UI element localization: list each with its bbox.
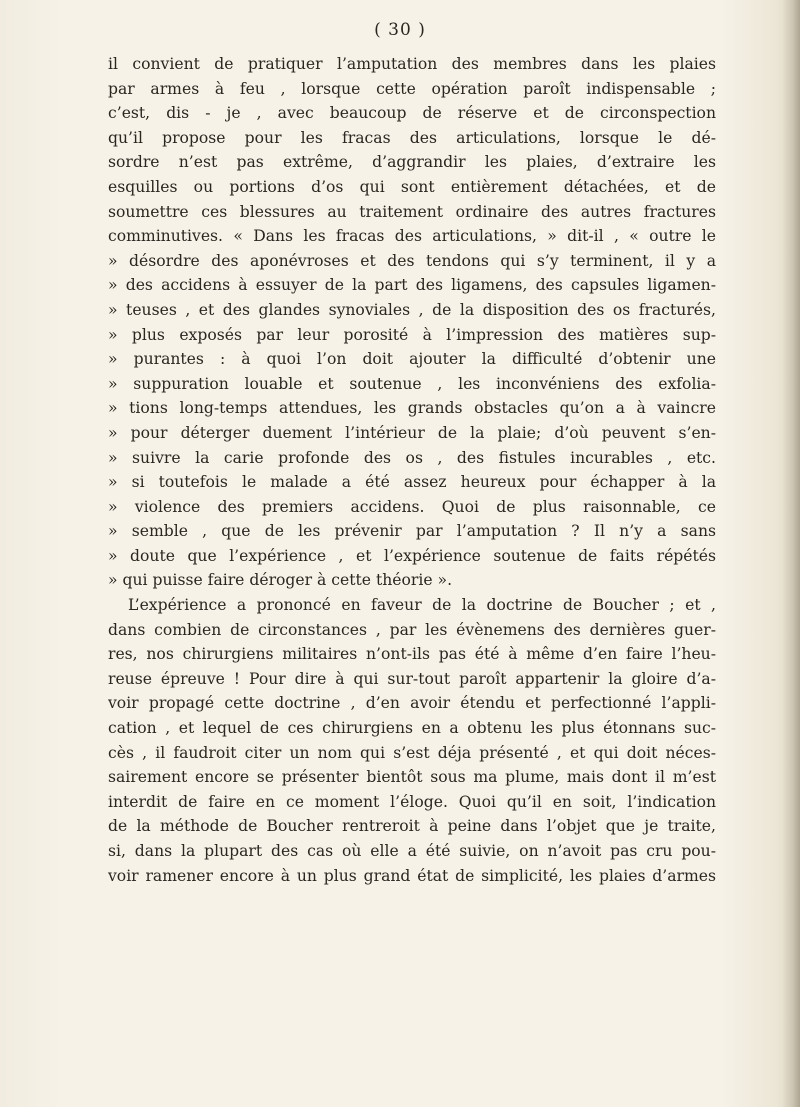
text-line: res, nos chirurgiens militaires n’ont-ils pas été à même d’en faire l’heu- [108,645,716,664]
text-line: interdit de faire en ce moment l’éloge. Quoi qu’il en soit, l’indication [108,792,716,811]
body-text [108,52,716,888]
quote-line: » tions long-temps attendues, les grands obstacles qu’on a à vaincre [108,399,716,418]
paragraph-start-line: L’expérience a prononcé en faveur de la doctrine de Boucher ; et , [128,596,716,615]
quote-line: » suppuration louable et soutenue , les inconvéniens des exfolia- [108,374,716,393]
quote-line: » suivre la carie profonde des os , des fistules incurables , etc. [108,448,716,467]
text-line: qu’il propose pour les fracas des articulations, lorsque le dé- [108,128,716,147]
quote-line: » plus exposés par leur porosité à l’impression des matières sup- [108,325,716,344]
text-line: c’est, dis - je , avec beaucoup de réserve et de circonspection [108,104,716,123]
text-line: si, dans la plupart des cas où elle a été suivie, on n’avoit pas cru pou- [108,842,716,860]
quote-line: » qui puisse faire déroger à cette théorie ». [108,571,453,590]
page-edge-shadow [782,0,800,1107]
quote-line: » doute que l’expérience , et l’expérience soutenue de faits répétés [108,546,716,565]
text-line: il convient de pratiquer l’amputation des membres dans les plaies [108,55,716,73]
text-line: dans combien de circonstances , par les évènemens des dernières guer- [108,620,716,639]
text-line: esquilles ou portions d’os qui sont entièrement détachées, et de [108,177,716,196]
text-line: voir ramener encore à un plus grand état de simplicité, les plaies d’armes [108,866,716,885]
text-line: cès , il faudroit citer un nom qui s’est déja présenté , et qui doit néces- [108,743,716,762]
quote-line: » teuses , et des glandes synoviales , de la disposition des os fracturés, [108,300,716,319]
text-line: soumettre ces blessures au traitement ordinaire des autres fractures [108,202,716,221]
quote-line: » désordre des aponévroses et des tendons qui s’y terminent, il y a [108,251,716,270]
text-line: par armes à feu , lorsque cette opération paroît indispensable ; [108,79,716,98]
text-line: cation , et lequel de ces chirurgiens en a obtenu les plus étonnans suc- [108,719,716,738]
quote-line: » pour déterger duement l’intérieur de la plaie; d’où peuvent s’en- [108,423,716,442]
quote-line: » des accidens à essuyer de la part des ligamens, des capsules ligamen- [108,276,716,295]
page-number: ( 30 ) [374,20,426,40]
quote-line: » si toutefois le malade a été assez heureux pour échapper à la [108,473,716,492]
text-line: sordre n’est pas extrême, d’aggrandir les plaies, d’extraire les [108,153,716,172]
text-line: sairement encore se présenter bientôt sous ma plume, mais dont il m’est [108,768,716,787]
quote-line: » semble , que de les prévenir par l’amputation ? Il n’y a sans [108,522,716,541]
quote-line: » violence des premiers accidens. Quoi de plus raisonnable, ce [108,497,716,516]
text-line: voir propagé cette doctrine , d’en avoir étendu et perfectionné l’appli- [108,694,716,713]
quote-line: » purantes : à quoi l’on doit ajouter la difficulté d’obtenir une [108,350,716,369]
text-line: de la méthode de Boucher rentreroit à peine dans l’objet que je traite, [108,817,716,836]
text-line: comminutives. « Dans les fracas des articulations, » dit-il , « outre le [108,227,716,246]
text-line: reuse épreuve ! Pour dire à qui sur-tout paroît appartenir la gloire d’a- [108,669,716,688]
